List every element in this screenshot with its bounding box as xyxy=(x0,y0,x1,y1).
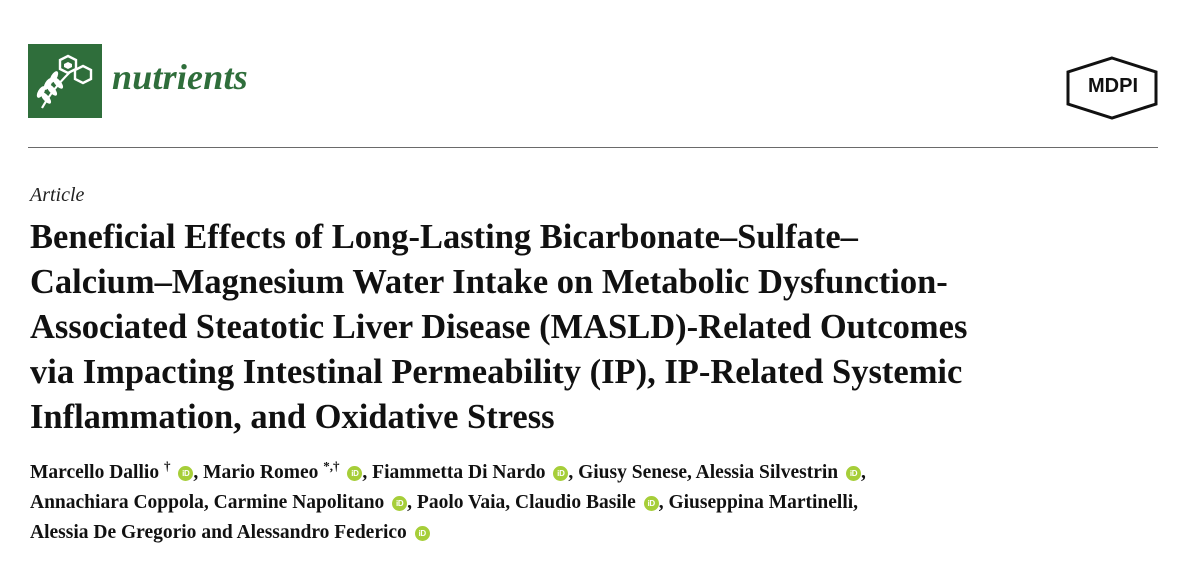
author-name: Marcello Dallio xyxy=(30,462,160,483)
title-line: Calcium–Magnesium Water Intake on Metabolic Dysfunction- xyxy=(30,263,948,301)
article-type: Article xyxy=(30,184,85,206)
author-affiliation-mark: † xyxy=(163,458,171,474)
header-divider xyxy=(28,147,1158,148)
orcid-icon[interactable]: iD xyxy=(178,466,193,481)
title-line: Beneficial Effects of Long-Lasting Bicarbonate–Sulfate– xyxy=(30,218,858,256)
author-separator: , xyxy=(686,462,696,483)
author-separator: and xyxy=(196,522,237,543)
author-name: Paolo Vaia xyxy=(416,492,506,513)
title-line: via Impacting Intestinal Permeability (IP), IP-Related Systemic xyxy=(30,353,963,391)
orcid-icon[interactable]: iD xyxy=(415,526,430,541)
article-title xyxy=(30,215,1180,440)
author-name: Fiammetta Di Nardo xyxy=(372,462,546,483)
journal-header xyxy=(0,0,1200,150)
author-separator: , xyxy=(203,492,214,513)
author-list xyxy=(30,458,1180,548)
author-name: Alessandro Federico xyxy=(236,522,407,543)
author-separator: , xyxy=(568,462,579,483)
wheat-hexagon-icon xyxy=(28,44,102,118)
orcid-icon[interactable]: iD xyxy=(553,466,568,481)
title-line: Associated Steatotic Liver Disease (MASLD)-Related Outcomes xyxy=(30,308,968,346)
author-name: Giusy Senese xyxy=(578,462,687,483)
journal-logo xyxy=(28,44,102,118)
publisher-name: MDPI xyxy=(1088,75,1138,97)
author-separator: , xyxy=(853,492,859,513)
author-separator: , xyxy=(658,492,669,513)
author-line xyxy=(30,518,1180,548)
author-name: Alessia De Gregorio xyxy=(30,522,197,543)
author-separator: , xyxy=(362,462,373,483)
author-line xyxy=(30,458,1180,488)
orcid-icon[interactable]: iD xyxy=(392,496,407,511)
author-name: Alessia Silvestrin xyxy=(695,462,839,483)
author-separator: , xyxy=(505,492,515,513)
orcid-icon[interactable]: iD xyxy=(347,466,362,481)
orcid-icon[interactable]: iD xyxy=(846,466,861,481)
author-affiliation-mark: *,† xyxy=(323,458,340,474)
journal-name: nutrients xyxy=(112,57,248,97)
title-line: Inflammation, and Oxidative Stress xyxy=(30,398,555,436)
author-separator: , xyxy=(861,462,866,483)
orcid-icon[interactable]: iD xyxy=(644,496,659,511)
author-name: Carmine Napolitano xyxy=(213,492,385,513)
author-separator: , xyxy=(193,462,204,483)
author-name: Giuseppina Martinelli xyxy=(668,492,854,513)
author-name: Claudio Basile xyxy=(514,492,636,513)
author-line xyxy=(30,488,1180,518)
author-name: Mario Romeo xyxy=(203,462,319,483)
author-name: Annachiara Coppola xyxy=(30,492,204,513)
author-separator: , xyxy=(407,492,417,513)
